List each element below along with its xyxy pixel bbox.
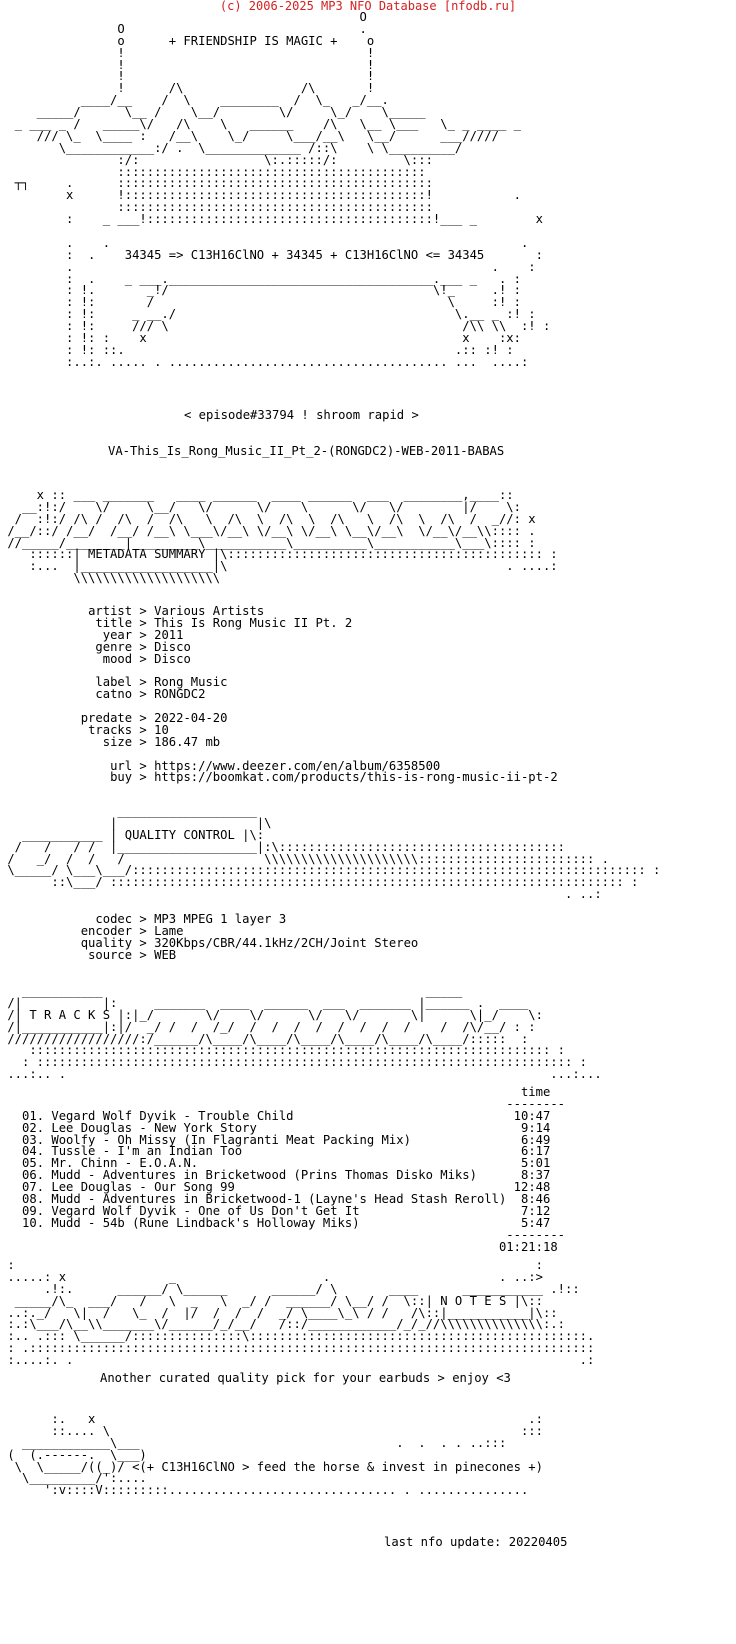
notes-art-line: :.:\___/\__\\_______\/______/_/__/ /::/____________/_/_//\\\\\\\\\\\\\\:.: <box>0 1317 565 1332</box>
footer-ascii-art <box>0 1414 543 1497</box>
quality-value: MP3 MPEG 1 layer 3 <box>154 912 287 926</box>
tracks-art-line: //////////////////:/______/\____/\____/\____/\____/\____/\____/::::: : <box>0 1031 529 1046</box>
top-art-line: : !: ::. .:: :! : <box>0 342 514 357</box>
metadata-art-line: //_____/________|_________\___________\__________\___________\___\:::: : <box>0 535 536 550</box>
site-header: (c) 2006-2025 MP3 NFO Database [nfodb.ru] <box>219 0 517 13</box>
quality-key: codec <box>95 912 133 926</box>
footer-art-line: \_________/':.... <box>0 1471 147 1486</box>
metadata-summary <box>0 606 558 784</box>
metadata-key: buy <box>110 770 133 785</box>
tracks-section-header <box>0 986 602 1081</box>
metadata-value: 2011 <box>154 627 184 642</box>
metadata-art-line: :... |__________________|\ . ....: <box>0 559 558 574</box>
top-art-line: ! /\ /\ ! <box>0 81 375 96</box>
metadata-key: predate <box>80 711 133 726</box>
track-duration: 9:14 <box>520 1120 551 1135</box>
closing-message <box>100 1373 511 1385</box>
top-art-line: o + FRIENDSHIP IS MAGIC + o <box>0 33 375 48</box>
top-art-line: ::::::::::::::::::::::::::::::::::::::::::: <box>0 200 433 215</box>
top-art-line: :..:. ..... . ...................................... ... ....: <box>0 354 529 369</box>
quality-row: source > WEB <box>88 947 177 962</box>
notes-art-line: .!:. ______/ \______ ______/ \ ____ ___________ .!:: <box>0 1281 580 1296</box>
top-art-line: : . _ ___.____________________________________.___ _ . : <box>0 271 521 286</box>
top-art-line: : _ ___!:::::::::::::::::::::::::::::::::::::::!___ _ x <box>0 212 543 227</box>
metadata-value: https://boomkat.com/products/this-is-rong-music-ii-pt-2 <box>154 770 558 785</box>
top-art-line: _____/ \__ / \__/ \/ \_/ \_____ <box>0 105 426 120</box>
track-title: Mr. Chinn - E.O.A.N. <box>51 1156 199 1171</box>
tracklist <box>0 1087 565 1253</box>
episode-line <box>184 410 419 422</box>
notes-art-line: _____/\_ ___/ / \ _ \ _/ / ______/ \__/ / \::| N O T E S |\:: <box>0 1293 543 1308</box>
track-number: 06. <box>22 1168 45 1183</box>
metadata-key: title <box>95 615 133 630</box>
footer-art-line: ':v::::V:::::::::............................... . ............... <box>0 1483 529 1498</box>
tracks-art-line: ___________ _____ <box>0 984 463 998</box>
track-duration: 8:46 <box>521 1192 551 1207</box>
metadata-row: artist > Various Artists <box>88 604 265 618</box>
episode-text: < episode#33794 ! shroom rapid > <box>184 408 419 422</box>
track-duration: 8:37 <box>520 1168 551 1183</box>
quality-art-line: / _/ / / / \\\\\\\\\\\\\\\\\\\\\:::::::::::::::::::::::: . <box>0 851 610 866</box>
quality-row: encoder > Lame <box>80 923 184 938</box>
top-art-line: ! ! <box>0 57 375 72</box>
track-duration: 6:17 <box>520 1144 551 1159</box>
metadata-row: tracks > 10 <box>88 722 169 737</box>
track-duration: 10:47 <box>513 1108 551 1123</box>
quality-value: WEB <box>154 947 177 962</box>
metadata-art-line: ::::::| METADATA SUMMARY |\::::::::::::::::::::::::::::::::::::::::::: : <box>0 547 558 562</box>
metadata-row: predate > 2022-04-20 <box>80 711 228 726</box>
quality-key: quality <box>80 935 133 950</box>
footer-art-line: ____________\___ . . . . ..::: <box>0 1435 507 1450</box>
track-number: 09. <box>22 1203 45 1218</box>
metadata-row: year > 2011 <box>102 627 184 642</box>
tracks-art-line: /| |: _______ ____ ______ ___ _______ |______ . ____ <box>0 995 529 1010</box>
metadata-row: buy > https://boomkat.com/products/this-is-rong-music-ii-pt-2 <box>110 770 558 785</box>
track-title: Mudd - Adventures in Bricketwood (Prins Thomas Disko Miks) <box>51 1168 477 1183</box>
track-title: Tussle - I'm an Indian Too <box>51 1144 243 1159</box>
track-title: Lee Douglas - Our Song 99 <box>51 1180 235 1195</box>
track-duration: 12:48 <box>513 1180 551 1195</box>
top-art-line: x !:::::::::::::::::::::::::::::::::::::::::! . <box>0 188 521 203</box>
divider: -------- <box>506 1227 565 1242</box>
closing-text: Another curated quality pick for your earbuds > enjoy <3 <box>100 1371 511 1385</box>
metadata-key: size <box>102 734 133 749</box>
track-duration: 7:12 <box>521 1203 551 1218</box>
quality-row: quality > 320Kbps/CBR/44.1kHz/2CH/Joint Stereo <box>80 935 419 950</box>
metadata-value: 186.47 mb <box>154 734 221 749</box>
metadata-value: RONGDC2 <box>154 687 206 702</box>
metadata-value: This Is Rong Music II Pt. 2 <box>154 615 353 630</box>
top-art-line: O <box>0 10 367 24</box>
tracks-art-line: ...:.. . ...:... <box>0 1067 602 1082</box>
top-art-line: . . . <box>0 235 529 250</box>
track-title: Lee Douglas - New York Story <box>51 1120 257 1135</box>
metadata-value: Various Artists <box>154 604 265 618</box>
top-art-line: . . : <box>0 259 536 274</box>
metadata-art-line: __:!:/ \/ \__/ \/ \/ \ \/ \/ |/ \: <box>0 499 521 514</box>
top-art-line: _ ___ _ / _____\/ /\ \ ______ /\ \__ \___ \_ _ ____ _ <box>0 117 521 132</box>
track-title: Vegard Wolf Dyvik - Trouble Child <box>51 1108 294 1123</box>
track-title: Mudd - Adventures in Bricketwood-1 (Layne's Head Stash Reroll) <box>51 1192 507 1207</box>
top-art-line: : !: _ __./ \.__ _ :! : <box>0 307 536 322</box>
top-art-line: : !: : x x :x: <box>0 331 521 346</box>
time-column-header: time <box>520 1085 551 1099</box>
top-art-line: ┬┐ . ::::::::::::::::::::::::::::::::::::::::::: <box>0 176 433 191</box>
quality-control <box>0 914 418 962</box>
last-update-text: last nfo update: 20220405 <box>384 1535 568 1549</box>
metadata-value: Disco <box>154 651 191 666</box>
footer-art-line: ( (.------. \___) <box>0 1447 147 1462</box>
quality-art-line: ::\___/ :::::::::::::::::::::::::::::::::::::::::::::::::::::::::::::::::::::: : <box>0 875 639 890</box>
metadata-art-line: /__/::/ /__/ /__/ /__\ \___\/__\ \/__\ \/__\ \__\/__\ \/__\/__\\:::: . <box>0 523 536 538</box>
track-title: Mudd - 54b (Rune Lindback's Holloway Miks) <box>51 1215 360 1230</box>
top-art-line: ! ! <box>0 45 375 60</box>
metadata-key: tracks <box>88 722 133 737</box>
track-number: 01. <box>22 1108 45 1123</box>
metadata-row: genre > Disco <box>95 639 191 654</box>
tracks-art-line: /| T R A C K S |:|_/ \/ \/ \/ \/ \| \|_/ \: <box>0 1007 543 1022</box>
quality-key: source <box>88 947 133 962</box>
notes-art-line: .....: x _ . . ..:> <box>0 1269 543 1284</box>
track-number: 08. <box>22 1192 45 1207</box>
top-art-line: : . 34345 => C13H16ClNO + 34345 + C13H16ClNO <= 34345 : <box>0 247 543 262</box>
track-title: Vegard Wolf Dyvik - One of Us Don't Get It <box>51 1203 360 1218</box>
top-art-line: ! ! <box>0 69 375 84</box>
metadata-art-line: x :: ___ _______ ____ ______ ____ ______ ___ ________,____:: <box>0 488 514 502</box>
metadata-value: Disco <box>154 639 191 654</box>
metadata-row: mood > Disco <box>102 651 191 666</box>
top-art-line: :::::::::::::::::::::::::::::::::::::::::: <box>0 164 426 179</box>
release-text: VA-This_Is_Rong_Music_II_Pt_2-(RONGDC2)-WEB-2011-BABAS <box>108 444 505 458</box>
notes-art-line: :....:. . .: <box>0 1353 595 1368</box>
quality-art-line: ___________________ <box>0 804 257 818</box>
track-duration: 5:01 <box>520 1156 551 1171</box>
metadata-value: https://www.deezer.com/en/album/6358500 <box>154 758 441 773</box>
quality-art-line: / / / / |___________________|:\::::::::::::::::::::::::::::::::::::::: <box>0 839 565 854</box>
track-number: 04. <box>22 1144 45 1159</box>
metadata-row: url > https://www.deezer.com/en/album/6358500 <box>110 758 441 773</box>
top-art-line: /// \_ \____ : /__\ \_/ \___/__\ \__/ ___///// <box>0 128 499 143</box>
quality-art-line: ___________ | QUALITY CONTROL |\: <box>0 827 265 842</box>
notes-art-line: : : <box>0 1258 543 1272</box>
track-number: 10. <box>22 1215 45 1230</box>
quality-section-header <box>0 806 660 901</box>
top-art-line: : !. _!/ \!_ .! : <box>0 283 521 298</box>
track-number: 07. <box>22 1180 45 1195</box>
metadata-value: 2022-04-20 <box>154 711 228 726</box>
quality-art-line: \_____/ \___\___/:::::::::::::::::::::::::::::::::::::::::::::::::::::::::::::::::::::: : <box>0 863 661 878</box>
quality-key: encoder <box>80 923 133 938</box>
tracks-art-line: ::::::::::::::::::::::::::::::::::::::::::::::::::::::::::::::::::::::: : <box>0 1043 565 1058</box>
footer-art-line: :. x .: <box>0 1412 543 1426</box>
track-title: Woolfy - Oh Missy (In Flagranti Meat Packing Mix) <box>51 1132 411 1147</box>
quality-value: 320Kbps/CBR/44.1kHz/2CH/Joint Stereo <box>154 935 419 950</box>
notes-art-line: : .::::::::::::::::::::::::::::::::::::::::::::::::::::::::::::::::::::::::::::: <box>0 1341 595 1356</box>
metadata-key: catno <box>95 687 133 702</box>
metadata-row: title > This Is Rong Music II Pt. 2 <box>95 615 353 630</box>
metadata-key: mood <box>102 651 133 666</box>
quality-art-line: | |\ <box>0 815 272 830</box>
total-duration: 01:21:18 <box>498 1239 558 1254</box>
metadata-value: 10 <box>154 722 169 737</box>
track-number: 05. <box>22 1156 45 1171</box>
metadata-row: size > 186.47 mb <box>102 734 221 749</box>
metadata-row: label > Rong Music <box>95 675 228 690</box>
footer-art-line: \ \_____/((_)/ <(+ C13H16ClNO > feed the horse & invest in pinecones +) <box>0 1459 543 1474</box>
tracks-art-line: /|___________|:|/ _/ / / /_/ / / / / / / / / / /\/__/ : : <box>0 1019 536 1034</box>
top-art-line: :/: \:.:::::/: \::: <box>0 152 433 167</box>
track-duration: 6:49 <box>520 1132 551 1147</box>
top-art-line: O . <box>0 21 367 36</box>
metadata-art-line: \\\\\\\\\\\\\\\\\\\\ <box>0 571 221 586</box>
metadata-section-header <box>0 490 558 585</box>
quality-value: Lame <box>154 923 184 938</box>
metadata-value: Rong Music <box>154 675 228 690</box>
metadata-key: genre <box>95 639 133 654</box>
top-art-line: ____/__ / \ ________ / \_ _/__. <box>0 93 389 108</box>
top-art-line: : !: /// \ /\\ \\ :! : <box>0 319 551 334</box>
metadata-key: url <box>110 758 133 773</box>
last-update <box>384 1537 567 1549</box>
tracks-art-line: : ::::::::::::::::::::::::::::::::::::::::::::::::::::::::::::::::::::::::: : <box>0 1055 587 1070</box>
metadata-key: label <box>95 675 133 690</box>
metadata-key: artist <box>88 604 133 618</box>
divider: -------- <box>506 1096 565 1111</box>
track-duration: 5:47 <box>521 1215 551 1230</box>
top-art-line: : !: / \ :! : <box>0 295 521 310</box>
track-number: 02. <box>22 1120 45 1135</box>
notes-art-line: ..:._/ \| / \_ / |/ / / / _/ \____\_\ / / /\::|___________|\:: <box>0 1305 558 1320</box>
metadata-key: year <box>102 627 133 642</box>
track-number: 03. <box>22 1132 45 1147</box>
top-ascii-art <box>0 12 550 369</box>
metadata-row: catno > RONGDC2 <box>95 687 206 702</box>
release-name <box>108 446 504 458</box>
notes-section-header <box>0 1260 594 1367</box>
metadata-art-line: / :!:/ /\ / /\ / /\ \ /\ \ /\ \ /\ \ /\ \ /\ / _//: x <box>0 511 536 526</box>
top-art-line: \____________:/ . \_____________ /::\ \ \_________/ <box>0 140 463 155</box>
quality-art-line: . ..: <box>0 887 602 902</box>
notes-art-line: :.. .::: \______/:::::::::::::::\::::::::::::::::::::::::::::::::::::::::::::::. <box>0 1329 595 1344</box>
tracklist-total <box>0 1239 565 1254</box>
quality-row: codec > MP3 MPEG 1 layer 3 <box>95 912 287 926</box>
footer-art-line: ::.... \ ::: <box>0 1423 543 1438</box>
